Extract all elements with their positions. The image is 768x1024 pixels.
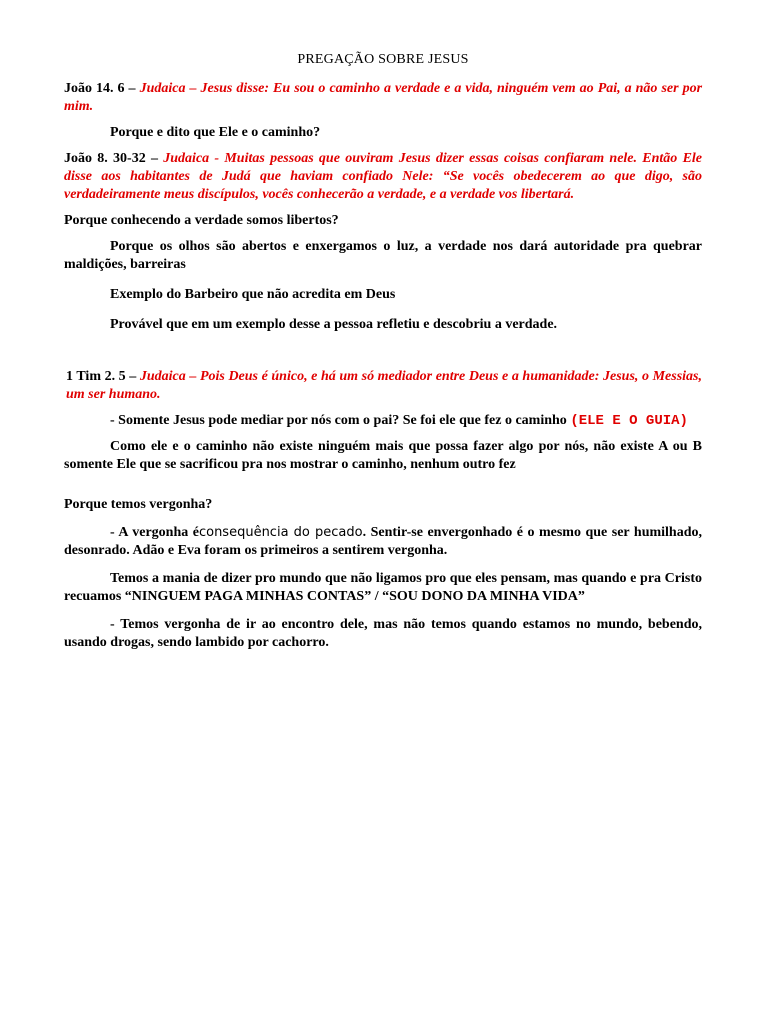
paragraph-eyes-opened: Porque os olhos são abertos e enxergamos o luz, a verdade nos dará autoridade pra quebrar maldições, barreiras: [64, 239, 702, 272]
paragraph-shame-encounter: - Temos vergonha de ir ao encontro dele, mas não temos quando estamos no mundo, bebendo, usando drogas, sendo lambido por cachorro.: [64, 617, 702, 650]
mediator-text: - Somente Jesus pode mediar por nós com o pai? Se foi ele que fez o caminho: [110, 413, 571, 428]
verse-quote: Judaica - Muitas pessoas que ouviram Jesus dizer essas coisas confiaram nele. Então Ele disse aos habitantes de Judá que haviam confiado Nele: “Se vocês obedecerem ao que digo, são verdadeiramente meus discípulos, vocês conhecerão a verdade, e a verdade vos libertará.: [64, 151, 703, 202]
page-title: PREGAÇÃO SOBRE JESUS: [297, 52, 469, 67]
paragraph-shame-definition: [64, 524, 702, 560]
mediator-highlight: (ELE E O GUIA): [570, 413, 688, 429]
shame-text-b: consequência do pecado: [198, 525, 363, 540]
verse-reference: João 14. 6: [64, 81, 125, 96]
section-heading-shame: Porque temos vergonha?: [64, 497, 213, 512]
paragraph-truth-discovered: Provável que em um exemplo desse a pessoa refletiu e descobriu a verdade.: [110, 317, 558, 332]
verse-reference: João 8. 30-32: [64, 151, 146, 166]
question-truth: Porque conhecendo a verdade somos libertos?: [64, 213, 339, 228]
verse-quote: Judaica – Jesus disse: Eu sou o caminho a verdade e a vida, ninguém vem ao Pai, a não ser por mim.: [64, 81, 703, 114]
shame-text-c: . Sentir-se envergonhado é o mesmo que ser humilhado, desonrado. Adão e Eva foram os primeiros a sentirem vergonha.: [64, 525, 702, 558]
verse-1-tim-2-5: [64, 368, 702, 404]
verse-dash: –: [145, 151, 164, 166]
paragraph-world-vs-christ: Temos a mania de dizer pro mundo que não ligamos pro que eles pensam, mas quando e pra Cristo recuamos “NINGUEM PAGA MINHAS CONTAS” / “SOU DONO DA MINHA VIDA”: [64, 571, 702, 604]
verse-reference: 1 Tim 2. 5: [66, 369, 126, 384]
paragraph-only-him: Como ele e o caminho não existe ninguém mais que possa fazer algo por nós, não existe A ou B somente Ele que se sacrificou pra nos mostrar o caminho, nenhum outro fez: [64, 439, 702, 472]
shame-text-a: - A vergonha é: [110, 525, 199, 540]
verse-dash: –: [124, 81, 140, 96]
verse-john-8-30: [64, 150, 702, 204]
question-way: Porque e dito que Ele e o caminho?: [110, 125, 321, 140]
paragraph-mediator: [64, 412, 702, 430]
verse-quote: Judaica – Pois Deus é único, e há um só mediador entre Deus e a humanidade: Jesus, o Messias, um ser humano.: [66, 369, 702, 402]
paragraph-barber-example: Exemplo do Barbeiro que não acredita em Deus: [110, 287, 396, 302]
verse-john-14-6: [64, 80, 702, 116]
verse-dash: –: [125, 369, 140, 384]
